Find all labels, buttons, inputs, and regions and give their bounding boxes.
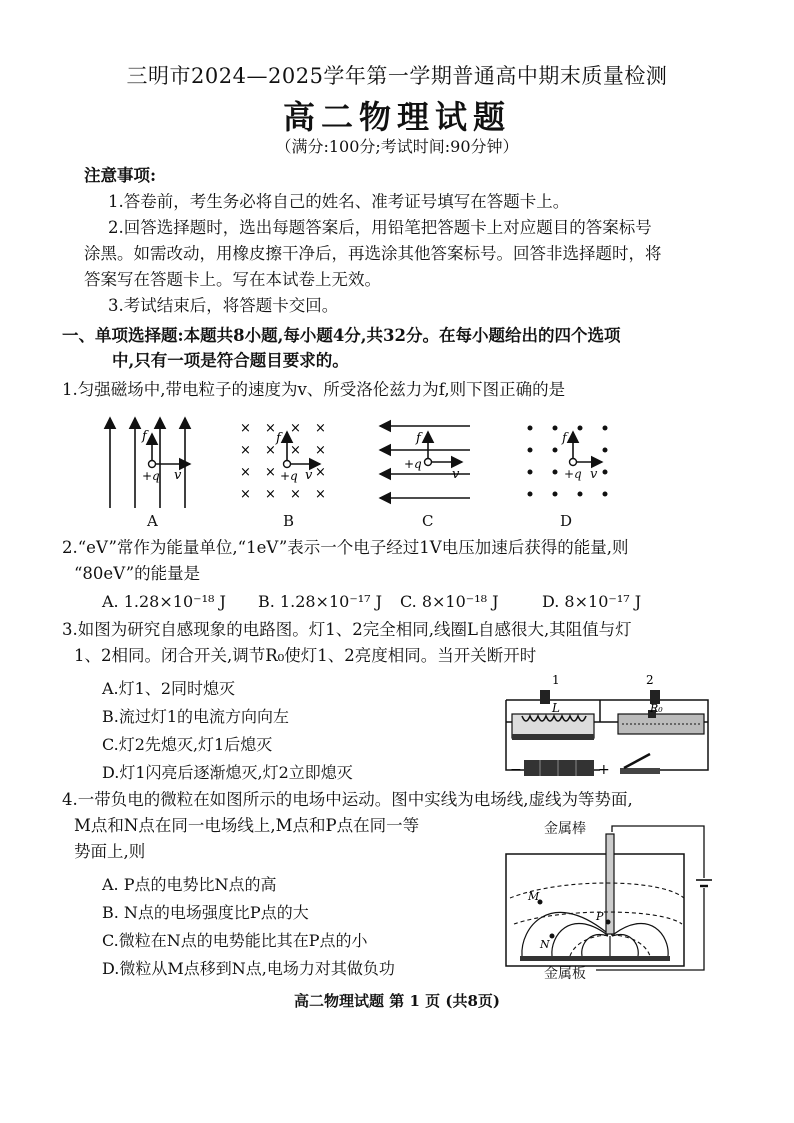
- svg-text:×: ×: [290, 421, 301, 436]
- metal-rod-label: 金属棒: [544, 821, 586, 837]
- battery-plus: +: [598, 762, 610, 778]
- notice-item-2a: 2.回答选择题时，选出每题答案后，用铅笔把答题卡上对应题目的答案标号: [108, 218, 652, 237]
- q2-stem-b: “80eV”的能量是: [74, 564, 201, 583]
- q1-d-q: +q: [564, 467, 582, 481]
- coil-l: [512, 714, 594, 740]
- q4-stem-a: 4.一带负电的微粒在如图所示的电场中运动。图中实线为电场线,虚线为等势面,: [62, 790, 633, 809]
- q3-stem-b: 1、2相同。闭合开关,调节R₀使灯1、2亮度相同。当开关断开时: [74, 646, 537, 665]
- charge-dot: [425, 459, 432, 466]
- notice-item-3: 3.考试结束后，将答题卡交回。: [108, 296, 339, 315]
- q1-d-f: f: [562, 431, 567, 446]
- q4-stem-b: M点和N点在同一电场线上,M点和P点在同一等: [74, 816, 420, 835]
- q4-option-a: A. P点的电势比N点的高: [102, 875, 277, 894]
- page-footer: 高二物理试题 第 1 页 (共8页): [294, 992, 500, 1010]
- q4-field-figure: [500, 818, 720, 978]
- label-n: N: [540, 938, 550, 951]
- subject-title: 高二物理试题: [282, 98, 511, 136]
- battery: [524, 760, 594, 776]
- svg-text:×: ×: [290, 487, 301, 502]
- q1-c-f: f: [416, 431, 421, 446]
- svg-text:×: ×: [265, 487, 276, 502]
- notice-item-1: 1.答卷前，考生务必将自己的姓名、准考证号填写在答题卡上。: [108, 192, 570, 211]
- q3-circuit-figure: [500, 670, 720, 782]
- q3-option-d: D.灯1闪亮后逐渐熄灭,灯2立即熄灭: [102, 763, 353, 782]
- q4-option-c: C.微粒在N点的电势能比其在P点的小: [102, 931, 368, 950]
- svg-text:×: ×: [315, 443, 326, 458]
- svg-text:×: ×: [315, 465, 326, 480]
- svg-text:×: ×: [265, 465, 276, 480]
- exam-title: 三明市2024—2025学年第一学期普通高中期末质量检测: [126, 64, 668, 88]
- svg-text:×: ×: [265, 443, 276, 458]
- svg-text:×: ×: [240, 421, 251, 436]
- label-p: P: [596, 910, 604, 923]
- q1-fig-a: [110, 418, 190, 508]
- q1-b-v: v: [305, 468, 313, 483]
- q1-label-a: A: [147, 512, 158, 530]
- svg-text:×: ×: [315, 421, 326, 436]
- q1-stem: 1.匀强磁场中,带电粒子的速度为v、所受洛伦兹力为f,则下图正确的是: [62, 380, 566, 399]
- charge-dot: [570, 459, 577, 466]
- svg-text:×: ×: [240, 487, 251, 502]
- q2-option-d: D. 8×10⁻¹⁷ J: [542, 592, 642, 611]
- section1-heading-a: 一、单项选择题:本题共8小题,每小题4分,共32分。在每小题给出的四个选项: [62, 326, 621, 345]
- q1-fig-d: [528, 426, 608, 497]
- lamp-1-label: 1: [552, 673, 560, 687]
- q1-fig-c: [380, 426, 470, 498]
- score-time: （满分:100分;考试时间:90分钟）: [275, 137, 519, 156]
- svg-text:×: ×: [265, 421, 276, 436]
- notice-item-2b: 涂黑。如需改动，用橡皮擦干净后，再选涂其他答案标号。回答非选择题时，将: [84, 244, 662, 263]
- svg-text:×: ×: [240, 465, 251, 480]
- q2-option-c: C. 8×10⁻¹⁸ J: [400, 592, 499, 611]
- q3-option-a: A.灯1、2同时熄灭: [102, 679, 236, 698]
- notice-heading: 注意事项:: [84, 166, 157, 185]
- q3-stem-a: 3.如图为研究自感现象的电路图。灯1、2完全相同,线圈L自感很大,其阻值与灯: [62, 620, 632, 639]
- point-n: [550, 934, 555, 939]
- section1-heading-b: 中,只有一项是符合题目要求的。: [112, 351, 349, 370]
- q1-figures: [90, 412, 650, 516]
- metal-rod: [606, 834, 614, 934]
- q1-fig-b: [240, 421, 326, 502]
- lamp-1: [540, 690, 550, 704]
- q1-label-c: C: [422, 512, 434, 530]
- charge-dot: [284, 461, 291, 468]
- q1-c-v: v: [452, 467, 460, 482]
- q1-a-f: f: [142, 429, 147, 444]
- rheostat-label: R₀: [650, 702, 663, 715]
- q4-stem-c: 势面上,则: [74, 842, 146, 861]
- q1-a-v: v: [174, 468, 182, 483]
- q1-c-q: +q: [404, 457, 422, 471]
- q3-option-c: C.灯2先熄灭,灯1后熄灭: [102, 735, 273, 754]
- q1-b-q: +q: [280, 469, 298, 483]
- q3-option-b: B.流过灯1的电流方向向左: [102, 707, 290, 726]
- svg-text:×: ×: [240, 443, 251, 458]
- switch: [620, 754, 660, 774]
- lamp-2-label: 2: [646, 673, 654, 687]
- q2-option-b: B. 1.28×10⁻¹⁷ J: [258, 592, 383, 611]
- point-p: [606, 920, 611, 925]
- metal-plate: [520, 956, 670, 961]
- q1-d-v: v: [590, 467, 598, 482]
- coil-label: L: [552, 701, 560, 715]
- q1-a-q: +q: [142, 469, 160, 483]
- metal-plate-label: 金属板: [544, 966, 586, 982]
- q2-stem-a: 2.“eV”常作为能量单位,“1eV”表示一个电子经过1V电压加速后获得的能量,则: [62, 538, 629, 557]
- svg-text:×: ×: [315, 487, 326, 502]
- q4-option-b: B. N点的电场强度比P点的大: [102, 903, 309, 922]
- notice-item-2c: 答案写在答题卡上。写在本试卷上无效。: [84, 270, 381, 289]
- q1-b-f: f: [276, 431, 281, 446]
- field-container: [506, 854, 684, 966]
- label-m: M: [528, 890, 540, 903]
- q2-option-a: A. 1.28×10⁻¹⁸ J: [102, 592, 226, 611]
- q1-label-d: D: [560, 512, 573, 530]
- q4-option-d: D.微粒从M点移到N点,电场力对其做负功: [102, 959, 395, 978]
- q1-label-b: B: [283, 512, 295, 530]
- battery-minus: −: [510, 762, 522, 778]
- svg-text:×: ×: [290, 443, 301, 458]
- charge-dot: [149, 461, 156, 468]
